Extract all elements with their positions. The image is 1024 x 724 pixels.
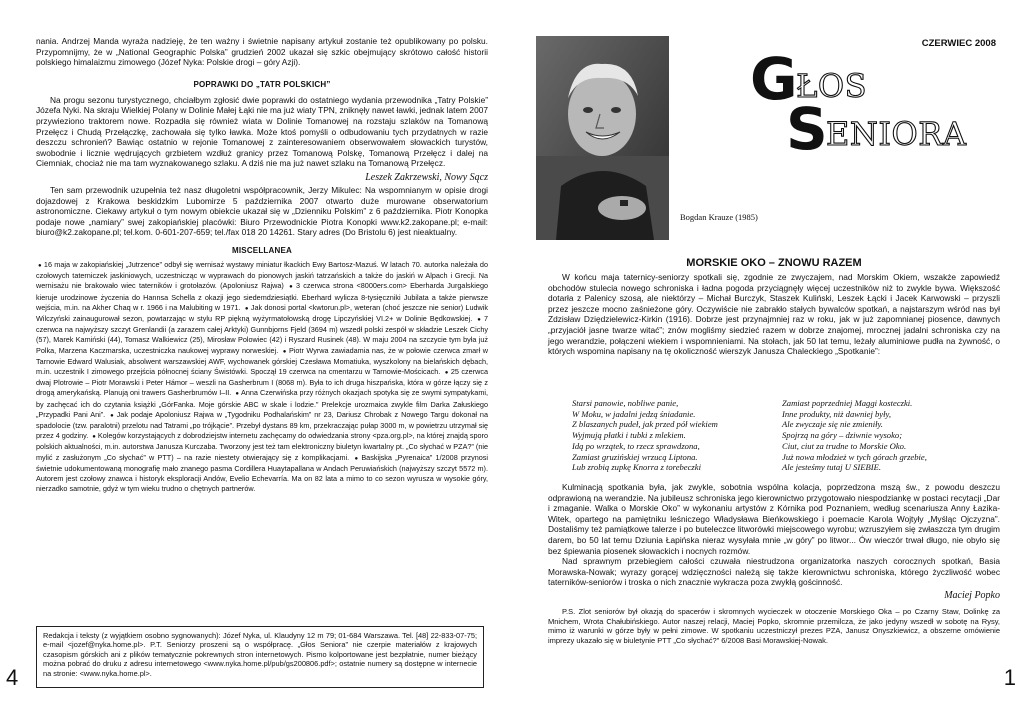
- misc-item: Jak donosi portal <kwtorun.pl>, weteran (choć jeszcze nie senior) Ludwik Wilczyński zainaugurował sezon, powtarzając w stylu RP piękną wyżyrmatołowską drogę Lipczyńskiej VI.2+ w Dolinie Będkowskiej.: [36, 302, 488, 323]
- section-heading-poprawki: POPRAWKI DO „TATR POLSKICH”: [193, 79, 331, 89]
- section-heading-miscellanea: MISCELLANEA: [232, 245, 292, 255]
- top-paragraph: nania. Andrzej Manda wyraża nadzieję, że ten ważny i świetnie napisany artykuł zostanie też opublikowany po polsku. Przypomnijmy, że w „National Geographic Polska” grudzień 2002 ukazał się szkic obejmujący skrótowo całość historii polskiego himalaizmu zimowego (Józef Nyka: Polskie drogi – góry Azji).: [36, 36, 488, 68]
- poem-line: Inne produkty, niż dawniej były,: [782, 408, 891, 419]
- poem-line: Idą po wrzątek, to rzecz sprawdzona,: [572, 440, 700, 451]
- poprawki-paragraph-2: Ten sam przewodnik uzupełnia też nasz długoletni współpracownik, Jerzy Mikulec: Na wspomnianym w opisie drogi dojazdowej z Krakowa beskidzkim Lubomirze 5 października 2007 otwarto duże murowane obserwatorium astronomiczne. Ciekawy artykuł o tym nowym obiekcie ukazał się w „Dzienniku Polskim” z 6 października. Piotr Konopka podaje nowe „namiary” swej zakopiańskiej placówki: Biuro Przewodnickie Piotra Konopki www.k2.zakopane.pl; e-mail: biuro@k2.zakopane.pl; tel.kom. 0-601-207-659; tel./fax 018 20 14261. Stary adres (Do Bristolu 6) jest nieaktualny.: [36, 184, 488, 238]
- bullet-icon: ●: [235, 391, 240, 398]
- poem-line: Spojrzą na góry – dziwnie wysoko;: [782, 430, 903, 441]
- poem-line: Starsi panowie, nobliwe panie,: [572, 398, 679, 408]
- miscellanea-text: [36, 260, 488, 494]
- left-column: [36, 36, 488, 494]
- bullet-icon: ●: [110, 412, 115, 419]
- poem-column-left: [572, 398, 782, 473]
- poprawki-paragraph: Na progu sezonu turystycznego, chciałbym zgłosić dwie poprawki do ostatniego wydania przewodnika „Tatry Polskie” Józefa Nyki. Na skraju Wielkiej Polany w Dolinie Małej Łąki nie ma już wiaty TPN, zniknęły nawet ławki, jednak latem 2007 przywieziono traktorem nowe. Rozpadła się również wiata w Dolinie Tomanowej na rozstaju szlaków na Tomanową Przełęcz i Chudą Przełączkę, zachowała się tylko ławka. Może ktoś pomyśli o odbudowaniu tych przydatnych w razie deszczu schronień? Bawiąc ostatnio w rejonie Tomanowej z zainteresowaniem obserwowałem słowackich turystów, swobodnie i licznie wędrujących grzbietem wzdłuż granicy przez Tomanową Polskę, Tomanową Przełęcz i dalej na Ciemniak, chociaż nie ma tam wyznakowanego szlaku. A dziś nie ma już nawet szlaku na Tomanową Przełęcz.: [36, 94, 488, 169]
- bullet-icon: ●: [92, 434, 96, 441]
- poem-line: Ale jesteśmy tutaj U SIEBIE.: [782, 462, 882, 473]
- article-paragraph-1: W końcu maja taternicy-seniorzy spotkali się, zgodnie ze zwyczajem, nad Morskim Okiem, wszakże zapowiedź obchodów stulecia nowego schroniska i ładna pogoda przyciągnęły więcej uczestników niż to zwykle bywa. Większość dotarła z Palenicy szosą, ale niektórzy – Michał Burczyk, Staszek Kuliński, Leszek Łącki i Jacek Karwowski – przyszli przez jeszcze mocno zaśnieżone góry. Oczywiście nie zabrakło stałych bywalców spotkań, a najstarszym wśród nas był Zdzisław Dziędzielewicz-Kirkin (1916). Dobrze jest przynajmniej raz w roku, jak w już zapomnianej piosence, dawnych „przyjaciół jasne twarze witać”; znów mogliśmy siedzieć razem w dobrze znajomej, mrocznej jadalni schroniska czy na jego werandzie, połączeni wiekiem i wspomnieniami. Na stołach, jak 50 lat temu, leżały aluminiowe pudła na żywność, o których wspomina napisany na tę okoliczność wierszyk Janusza Chaleckiego „Spotkanie”:: [548, 272, 1000, 357]
- editorial-footer-text: Redakcja i teksty (z wyjątkiem osobno sygnowanych): Józef Nyka, ul. Klaudyny 12 m 79; 01-684 Warszawa. Tel. [48] 22-833-07-75; e-mail <jozef@nyka.home.pl>. P.T. Seniorzy proszeni są o współpracę. „Głos Seniora” nie czerpie materiałów z krajowych czasopism górskich ani z plików tematycznie pokrewnych stron internetowych. Pismo kolportowane jest bezpłatnie, numer bieżący można pobrać do druku z adresu internetowego <www.nyka.home.pl/pub/gs200806.pdf>; ostatnie numery są dostępne w internecie na stronie: <www.nyka.home.pl>.: [43, 631, 477, 678]
- right-page: [512, 0, 1024, 724]
- misc-item: Anna Czerwińska przy różnych okazjach spotyka się ze swymi sympatykami, by zachęcać ich do czytania książki „GórFanka. Moje górskie ABC w skale i lodzie.” Prelekcje urozmaica zwykle film Darka Załuskiego „Przypadki Pani Ani”.: [36, 388, 488, 419]
- poem-line: Zamiast poprzedniej Maggi kosteczki.: [782, 398, 913, 408]
- misc-item: 16 maja w zakopiańskiej „Jutrzence” odbył się wernisaż wystawy miniatur łkackich Ewy Bartosz-Mazuś. W latach 70. autorka należała do czołowych taterniczek jaskiniowych, uczestnicząc w wyprawach do pionowych jaskiń tatrzańskich a także do jaskiń w Alpach i Grecji. Na wernisażu nie brakowało wiec taterników i grotołazów. (Apoloniusz Rajwa): [36, 259, 488, 291]
- misc-item: 7 czerwca na najwyższy szczyt Grenlandii (a zarazem całej Arktyki) Gunnbjorns Fjeld (3694 m) wszedł polski zespół w składzie Leszek Cichy (57), Marek Kamiński (44), Tomasz Walkiewicz (25), Mirosław Polowiec (42) i Ryszard Rusinek (48). W maju 2004 na szczycie tym była już Polka, Marzena Kaczmarska, uczestniczka naukowej wyprawy norweskiej.: [36, 313, 488, 355]
- bullet-icon: ●: [244, 305, 249, 312]
- logo-letter-g: G: [750, 45, 798, 113]
- article-body-bottom: [548, 482, 1000, 646]
- article-postscript: P.S. Zlot seniorów był okazją do spacerów i skromnych wycieczek w otoczenie Morskiego Oka – po Czarny Staw, Dolinkę za Mnichem, Wrota Chałubińskiego. Autor naszej relacji, Maciej Popko, skromnie przemilcza, że jako jedyny wszedł w sobotę na Rysy, mimo iż warunki w górze były w pełni zimowe. W spotkaniu uczestniczył prezes PZA, Janusz Onyszkiewicz, a obszerne omówienie imprezy ukazało się w biuletynie PTT „Co słychać?” 6/2008 Basi Morawskiej-Nowak.: [548, 606, 1000, 646]
- poem-line: W Moku, w jadalni jedzą śniadanie.: [572, 408, 696, 419]
- article-paragraph-3: Nad sprawnym przebiegiem całości czuwała niestrudzona organizatorka naszych corocznych spotkań, Basia Morawska-Nowak; wyrazy gorącej wdzięczności należą się także kierownictwu schroniska, którego życzliwość wobec taterników-seniorów i troska o nich znacznie wykracza poza zwykłą gościnność.: [548, 556, 1000, 588]
- article-signature: Maciej Popko: [944, 589, 1000, 601]
- poem-column-right: [782, 398, 992, 473]
- logo-word-los: ŁOS: [796, 67, 868, 105]
- bullet-icon: ●: [354, 455, 360, 462]
- poem-line: Z blaszanych pudeł, jak przed pół wiekiem: [572, 419, 718, 430]
- logo-word-eniora: ENIORA: [826, 115, 967, 153]
- misc-item: 25 czerwca dwaj Plotrowie – Piotr Morawski i Peter Hámor – weszli na Gasherbrum I (8068 m). Była to ich druga hiszpańska, która w górze łączy się z drogą amerykańską. Planują oni trawers Gasherbrumów I–II.: [36, 366, 488, 398]
- poem-line: Wyjmują płatki i tubki z mlekiem.: [572, 430, 686, 441]
- photo-caption: Bogdan Krauze (1985): [680, 212, 758, 222]
- portrait-photo: [536, 36, 669, 240]
- article-body-top: [548, 272, 1000, 357]
- poem-line: Lub zrobią zupkę Knorra z torebeczki: [572, 462, 701, 473]
- misc-item: Jak podaje Apoloniusz Rajwa w „Tygodniku Podhalańskim” nr 23, Dariusz Chrobak z Nowego Targu dokonał na spadolocie (tzw. paralotni) przelotu nad Tatrami „po trójkącie”. Przebył dystans 89 km, przekraczając pułap 3000 m, w powietrzu utrzymał się przez 4 godziny.: [36, 409, 489, 441]
- misc-item: 3 czerwca strona <8000ers.com> Eberharda Jurgalskiego kieruje urodzinowe życzenia do Hannsa Schella z okazji jego siedemdziesiątki. Eberhard wylicza 8-tysięczniki Jubilata a także pierwsze wejścia, m.in. na Akher Chaq w r. 1966 i na Malubiting w 1971.: [36, 281, 489, 312]
- poem-line: Ciut, ciut za trudne to Morskie Oko.: [782, 440, 907, 451]
- logo-letter-s: S: [786, 95, 828, 163]
- bullet-icon: ●: [282, 348, 287, 355]
- misc-item: Baskijska „Pyrenaica” 1/2008 przynosi świetnie udokumentowaną monografię mało znanego pasma Cordillera Huaytapallana w Andach Peruwiańskich (najwyższy szczyt 5572 m). Autorem jest czołowy znawca i historyk eksploracji Andów, Evelio Echevarría. Ma on 82 lata a mimo to co sezon wyrusza w wysokie góry, nierzadko samotnie, gdyż w tym wieku trudno o chętnych partnerów.: [36, 452, 488, 494]
- editorial-footer-box: [36, 626, 484, 688]
- article-paragraph-2: Kulminacją spotkania była, jak zwykle, sobotnia wspólna kolacja, poprzedzona mszą św., z powodu deszczu odprawioną na werandzie. Na jubileusz schroniska jego kierownictwo przygotowało niespodziankę w postaci recytacji „Dar i zmaganie. Walka o Morskie Oko” w wykonaniu artystów z Kórnika pod Poznaniem, według scenariusza Anny Łazika-Witek, opartego na pamiętniku leśniczego Władysława Bieńkowskiego i poemacie Karola Wojtyły „Myśląc Ojczyzna”. Dostaliśmy też pamiątkowe talerze i po buteleczce litworówki miejscowego wyrobu; wzruszyłem się zwłaszcza tym drugim darem, bo 50 lat temu Dziunia Łapińska nieraz wysyłała mnie „w góry” po litwor... Ów wieczór trwał długo, nie obyło się bez śpiewania piosenek słowackich i nocnych rozmów.: [548, 482, 1000, 556]
- bullet-icon: ●: [289, 284, 294, 291]
- poem-spotkanie: [572, 398, 992, 473]
- poem-line: Zamiast gruzińskiej wrzucą Liptona.: [572, 451, 698, 462]
- page-number-left: 4: [6, 665, 19, 690]
- page-number-right: 1: [1003, 665, 1016, 690]
- masthead-logo: [750, 45, 1010, 163]
- issue-date: CZERWIEC 2008: [921, 38, 996, 49]
- article-title: MORSKIE OKO – ZNOWU RAZEM: [686, 257, 862, 269]
- misc-item: Piotr Wyrwa zawiadamia nas, że w połowie czerwca zmarł w Tarnowie Edward Walusiak, absolwent warszawskiej AWF, wychowanek górskiej Czesława Momatiuka, wyszkolony na bielańskich dębach, m.in. uczestnik I zimowego przejścia północnej ściany Świstówki. Spoczął 19 czerwca na cmentarzu w Tarnowie-Mościcach.: [36, 345, 488, 376]
- bullet-icon: ●: [477, 316, 482, 323]
- bullet-icon: ●: [444, 369, 449, 376]
- misc-item: Kolegów korzystających z dobrodziejstw internetu zachęcamy do odwiedzania strony <pza.org.pl>, na której znajdą sporo polskich aktualności, m.in. autorstwa Janusza Kurczaba. Tworzony jest też tam elektroniczny biuletyn kwartalny pt. „Co słychać w PZA?” (nie mylić z zasłużonym „Co słychać” w PTT) – na razie niestety otwierający się z komplikacjami.: [36, 431, 489, 462]
- portrait-illustration: [536, 36, 669, 240]
- poem-line: Już nowa młodzież w tych górach grzebie,: [782, 451, 927, 462]
- bullet-icon: ●: [38, 262, 42, 269]
- poem-line: Ale zwyczaje się nie zmieniły.: [782, 419, 883, 430]
- poprawki-signature: Leszek Zakrzewski, Nowy Sącz: [365, 171, 488, 183]
